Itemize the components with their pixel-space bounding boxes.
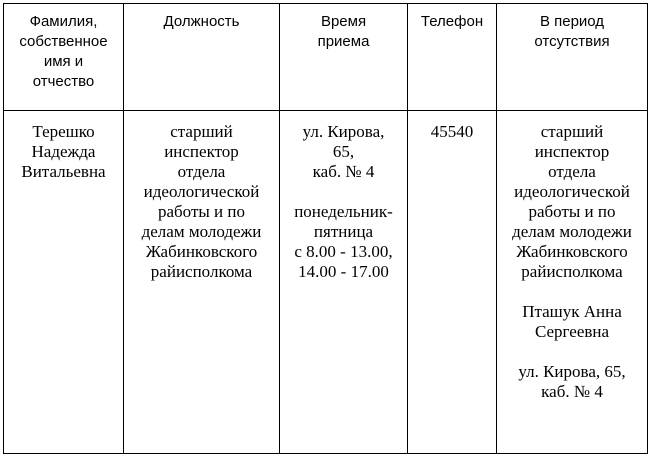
header-during-absence: В период отсутствия [497,4,648,111]
table-header-row [4,4,648,111]
header-phone: Телефон [408,4,497,111]
cell-full-name: Терешко Надежда Витальевна [4,111,124,454]
header-position: Должность [124,4,280,111]
cell-phone: 45540 [408,111,497,454]
cell-during-absence: старший инспектор отдела идеологической работы и по делам молодежи Жабинковского райисполкома Пташук Анна Сергеевна ул. Кирова, 65, каб. № 4 [497,111,648,454]
cell-position: старший инспектор отдела идеологической работы и по делам молодежи Жабинковского райисполкома [124,111,280,454]
reception-schedule-table [3,3,648,454]
cell-reception-time: ул. Кирова, 65, каб. № 4 понедельник- пятница с 8.00 - 13.00, 14.00 - 17.00 [280,111,408,454]
header-reception-time: Время приема [280,4,408,111]
header-full-name: Фамилия, собственное имя и отчество [4,4,124,111]
table-row [4,111,648,454]
